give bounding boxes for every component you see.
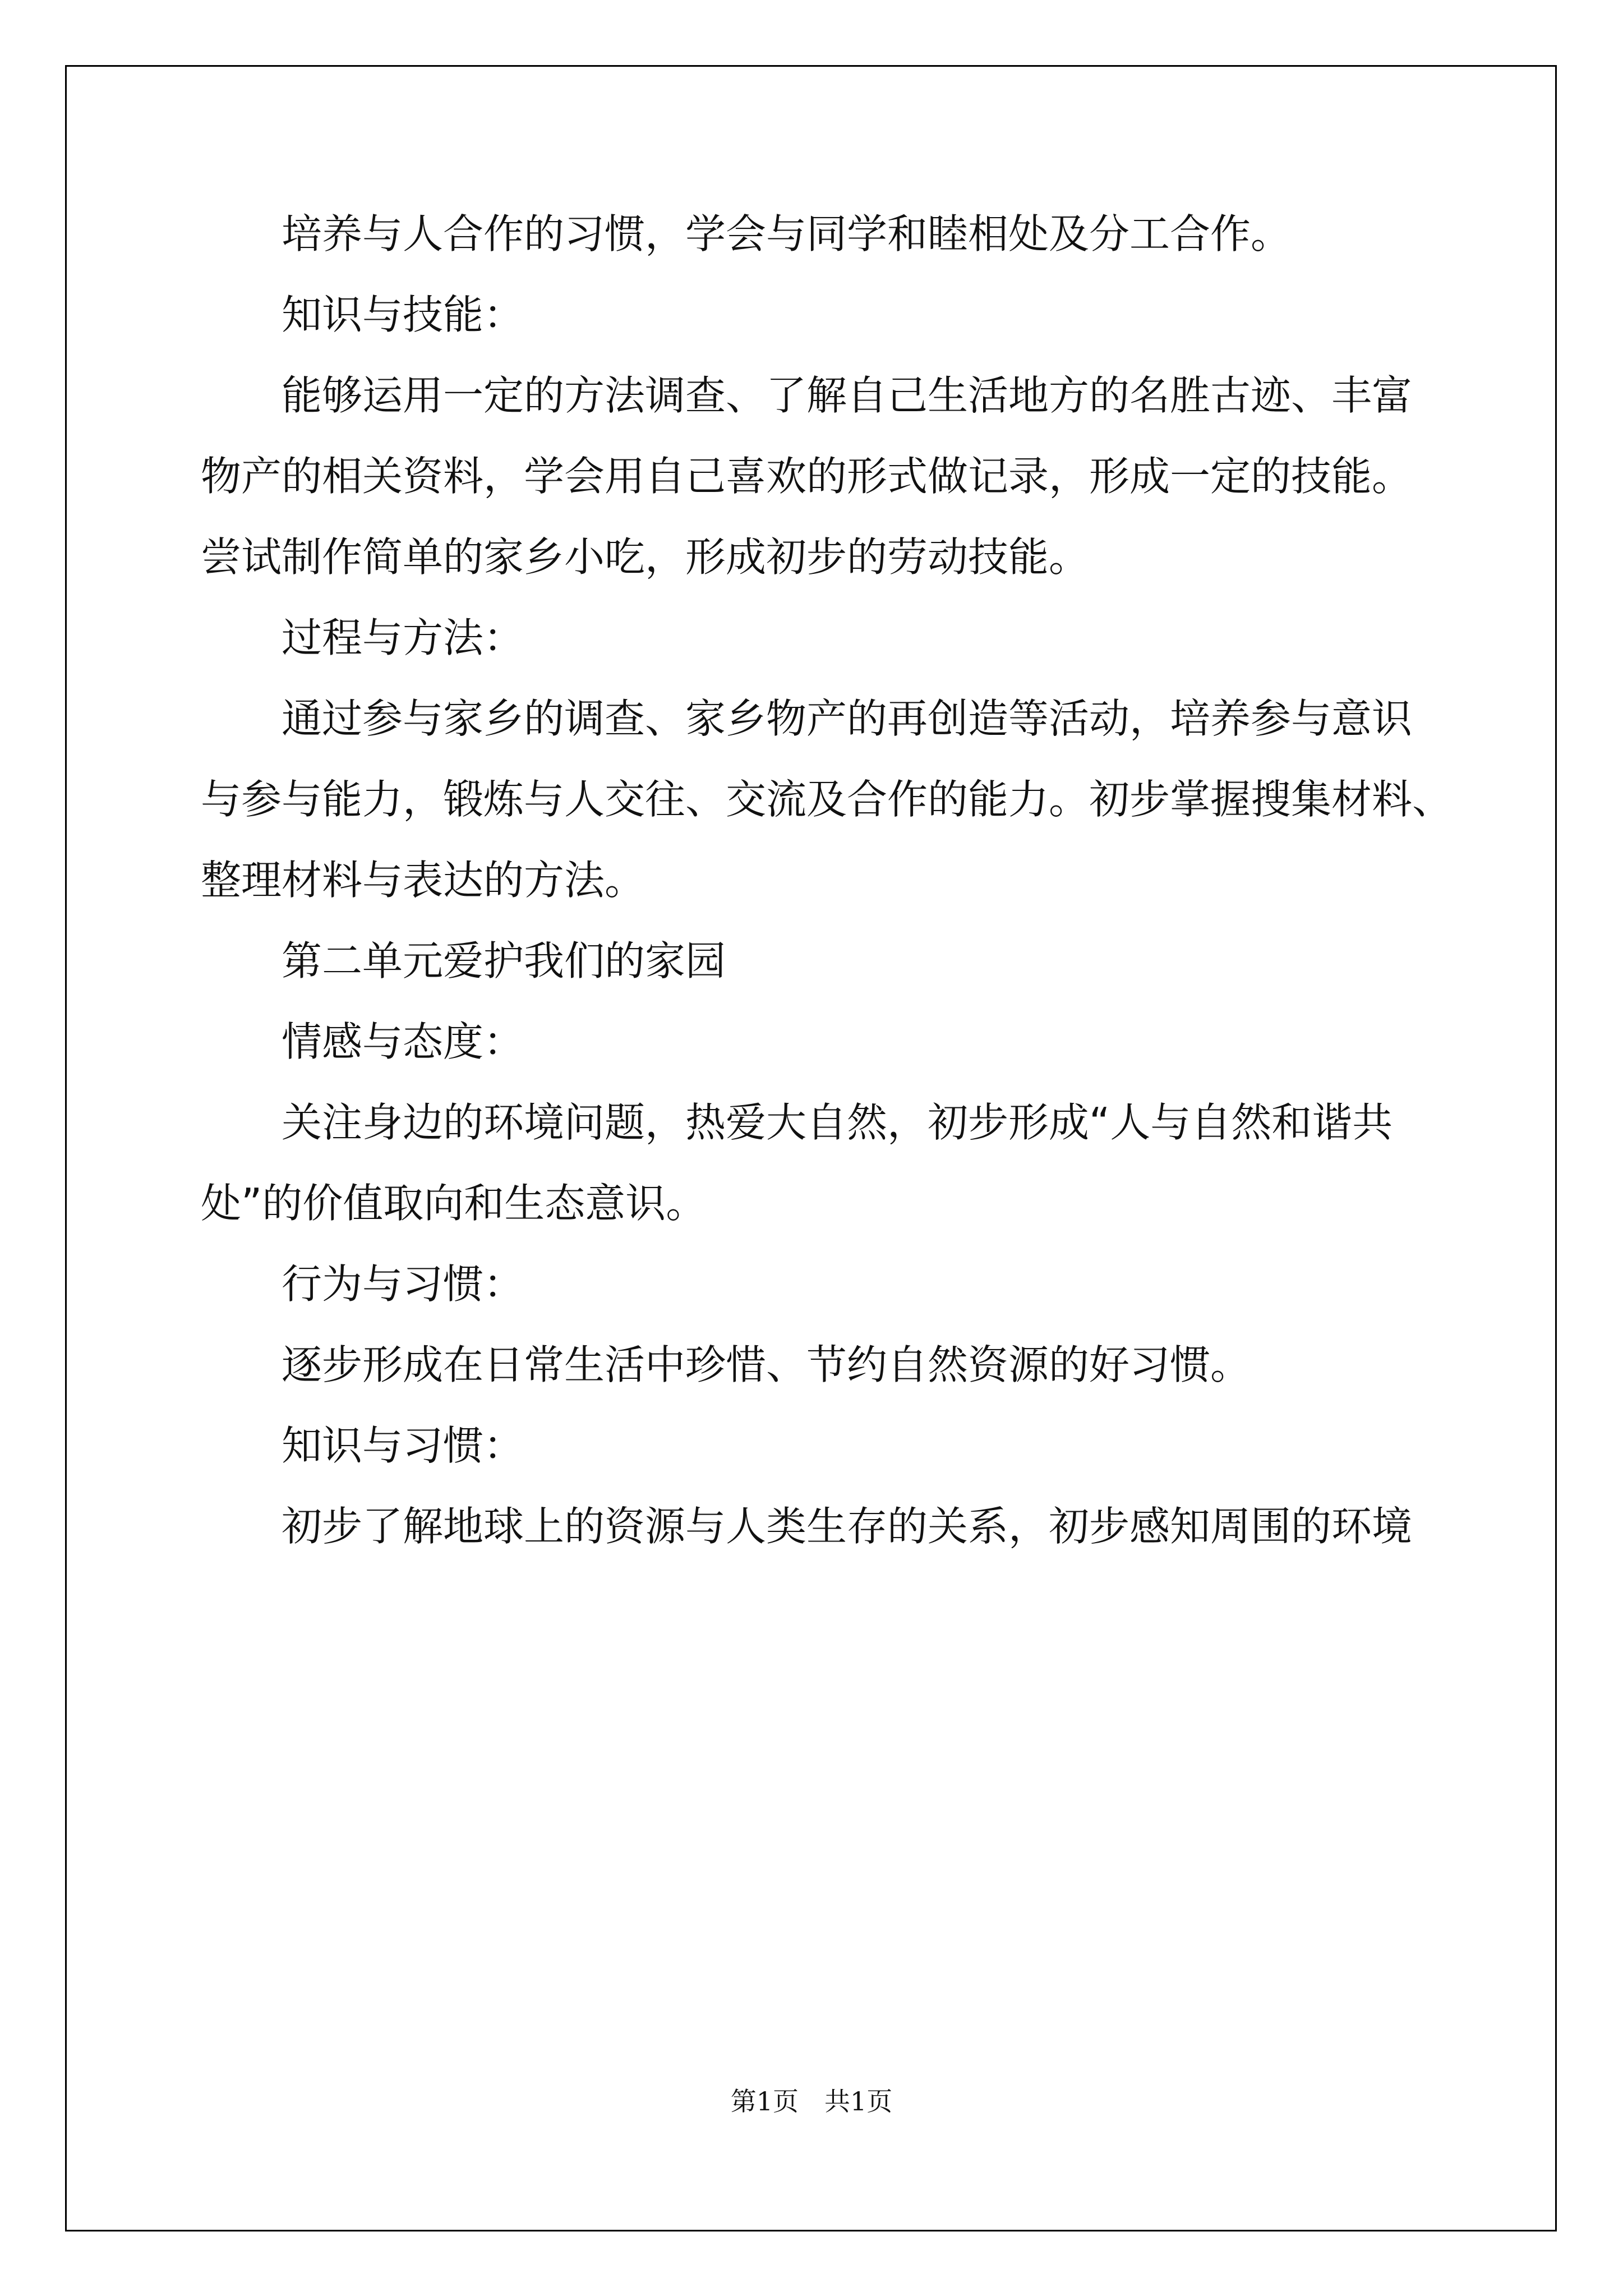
section-heading: 过程与方法：: [282, 614, 524, 661]
page-footer: 第1页 共1页: [730, 2086, 893, 2116]
section-heading: 行为与习惯：: [282, 1260, 524, 1308]
text-line: 处”的价值取向和生态意识。: [201, 1180, 707, 1227]
text-line: 与参与能力，锻炼与人交往、交流及合作的能力。初步掌握搜集材料、: [201, 776, 1453, 823]
section-heading: 知识与技能：: [282, 291, 524, 338]
unit-title: 第二单元爱护我们的家园: [282, 937, 726, 984]
text-line: 初步了解地球上的资源与人类生存的关系，初步感知周围的环境: [282, 1503, 1413, 1550]
text-line: 物产的相关资料，学会用自己喜欢的形式做记录，形成一定的技能。: [201, 453, 1413, 500]
text-line: 培养与人合作的习惯，学会与同学和睦相处及分工合作。: [282, 210, 1292, 257]
text-line: 关注身边的环境问题，热爱大自然，初步形成“人与自然和谐共: [282, 1099, 1393, 1146]
document-body: [201, 194, 1496, 1567]
text-line: 整理材料与表达的方法。: [201, 857, 645, 904]
text-line: 通过参与家乡的调查、家乡物产的再创造等活动，培养参与意识: [282, 695, 1413, 742]
text-line: 尝试制作简单的家乡小吃，形成初步的劳动技能。: [201, 533, 1090, 581]
text-line: 能够运用一定的方法调查、了解自己生活地方的名胜古迹、丰富: [282, 372, 1413, 419]
text-line: 逐步形成在日常生活中珍惜、节约自然资源的好习惯。: [282, 1341, 1251, 1388]
section-heading: 知识与习惯：: [282, 1422, 524, 1469]
section-heading: 情感与态度：: [282, 1018, 524, 1065]
